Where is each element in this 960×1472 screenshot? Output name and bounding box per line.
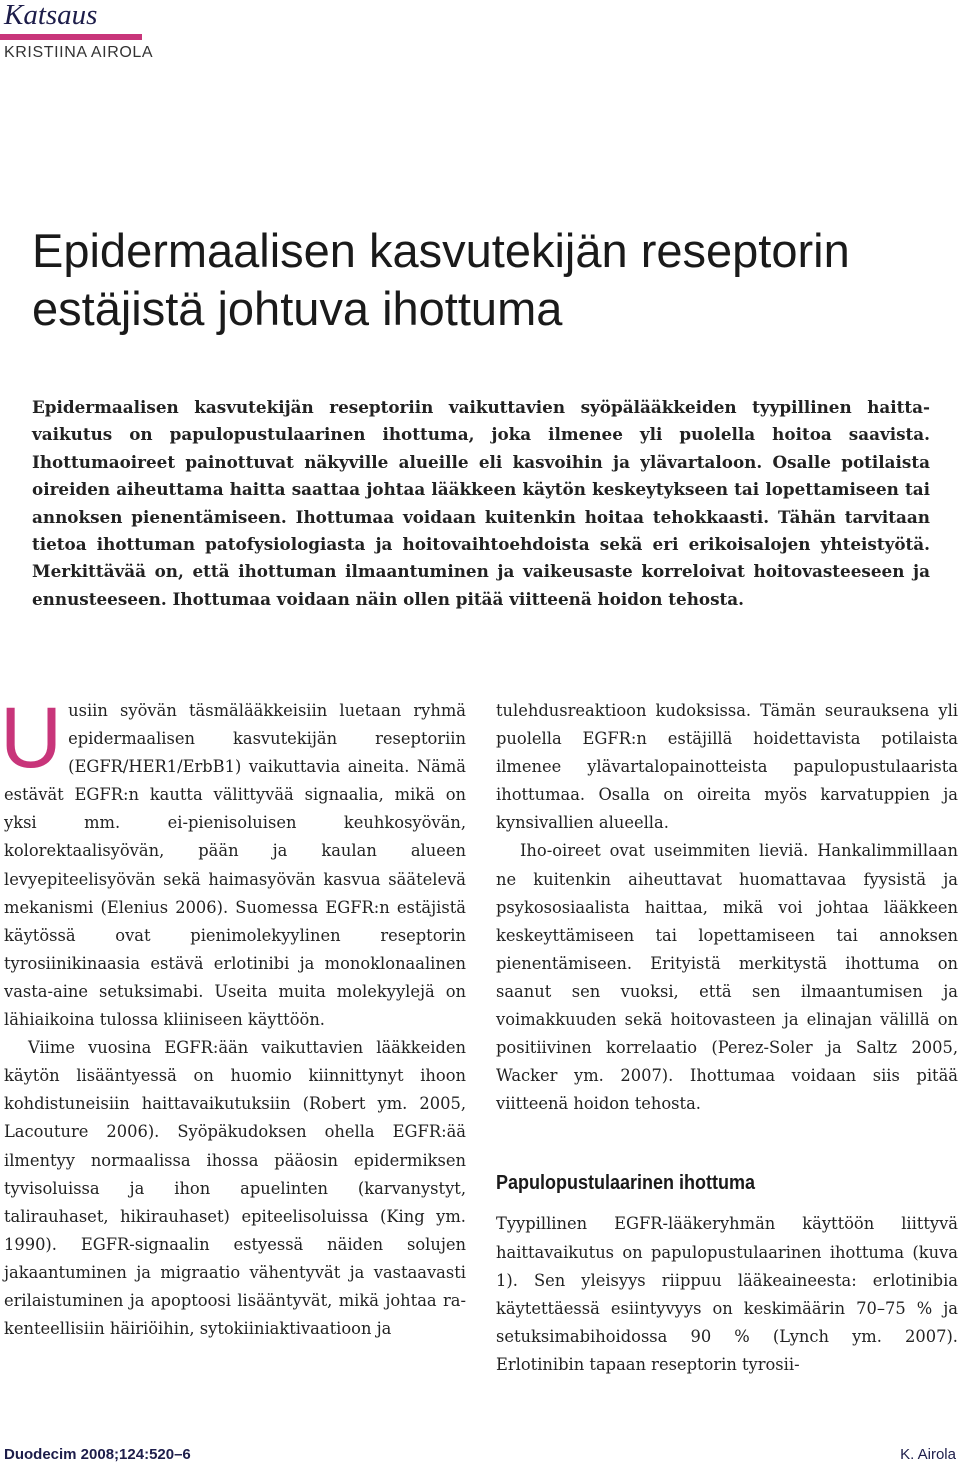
article-abstract: Epidermaalisen kasvutekijän reseptoriin vaikuttavien syöpälääkkeiden tyypillinen haittavaikutus on papulopustulaarinen ihottuma, joka ilmenee yli puolella hoitoa saavista. Ihottumaoireet painottuvat näkyville alueille eli kasvoihin ja ylävartaloon. Osalle potilaista oireiden aiheuttama haitta saattaa johtaa lääkkeen käytön keskeytykseen tai lopettamiseen tai annoksen pienentämiseen. Ihottumaa voidaan kuitenkin hoitaa tehokkaasti. Tähän tarvitaan tietoa ihottuman patofysiologiasta ja hoitovaihtoehdoista sekä eri erikoisalojen yhteistyötä. Merkittävää on, että ihottuman ilmaantuminen ja vaikeusaste korreloivat hoitovasteeseen ja ennusteeseen. Ihottumaa voidaan näin ollen pitää viitteenä hoidon tehosta. — [32, 397, 930, 609]
body-paragraph: Tyypillinen EGFR-lääkeryhmän käyttöön liittyvä haittavaikutus on papulopustulaarinen ihottuma (kuva 1). Sen yleisyys riippuu lääkeaineesta: erlotinibia käytettäessä esiintyvyys on keskimäärin 70–75 % ja setuksimabihoidossa 90 % (Lynch ym. 2007). Erlotinibin tapaan reseptorin tyrosii- — [496, 1214, 958, 1374]
section-subheading: Papulopustulaarinen ihottuma — [496, 1172, 756, 1195]
section-label: Katsaus — [4, 0, 98, 31]
body-paragraph: Iho-oireet ovat useimmiten lieviä. Hankalimmillaan ne kuitenkin aiheuttavat huomattavaa fyysistä ja psykososiaalista haittaa, mikä voi johtaa lääkkeen keskeyttämiseen tai lopettamiseen tai annoksen pienentämiseen. Erityistä merkitystä ihottuma on saanut sen vuoksi, että sen ilmaantumisen ja voimakkuuden sekä hoitovasteen ja elinajan välillä on positiivinen korrelaatio (Perez-Soler ja Saltz 2005, Wacker ym. 2007). Ihottumaa voidaan siis pitää viitteenä hoidon tehosta. — [496, 841, 958, 1114]
running-author: K. Airola — [900, 1446, 956, 1463]
body-paragraph: Viime vuosina EGFR:ään vaikuttavien lääkkeiden käytön lisääntyessä on huomio kiinnittynyt ihoon kohdistuneisiin haittavaikutuksiin (Robert ym. 2005, Lacouture 2006). Syöpäkudoksen ohella EGFR:ää ilmentyy normaalissa ihossa pääosin epidermiksen tyvisoluissa ja ihon apuelinten (karvanystyt, talirauhaset, hikirauhaset) epiteelisoluissa (King ym. 1990). EGFR-signaalin estyessä näiden solujen jakaantuminen ja migraatio vähentyvät ja vastaavasti erilaistuminen ja apoptoosi lisääntyvät, mikä johtaa rakenteellisiin häiriöihin, sytokiiniaktivaatioon ja — [4, 1038, 466, 1339]
section-accent-rule — [0, 34, 142, 40]
author-name: KRISTIINA AIROLA — [4, 44, 154, 61]
article-title: Epidermaalisen kasvutekijän reseptorin estäjistä johtuva ihottuma — [32, 224, 850, 335]
drop-cap: U — [0, 690, 63, 786]
body-paragraph: tulehdusreaktioon kudoksissa. Tämän seurauksena yli puolella EGFR:n estäjillä hoidettavista potilaista ilmenee ylävartalopainotteista papulopustulaarista ihottumaa. Osalla on oireita myös karvatuppien ja kynsivallien alueella. — [496, 701, 958, 833]
body-column-right — [496, 697, 958, 1379]
body-column-left — [0, 690, 466, 1343]
journal-citation: Duodecim 2008;124:520–6 — [4, 1446, 191, 1463]
body-paragraph: usiin syövän täsmälääkkeisiin luetaan ryhmä epidermaalisen kasvutekijän reseptoriin (EGFR/HER1/ErbB1) vaikuttavia aineita. Nämä estävät EGFR:n kautta välittyvää signaalia, mikä on yksi mm. ei-pienisoluisen keuhkosyövän, kolorektaalisyövän, pään ja kaulan alueen levyepiteelisyövän sekä haimasyövän kasvua säätelevä mekanismi (Elenius 2006). Suomessa EGFR:n estäjistä käytössä ovat pienimolekyylinen reseptorin tyrosiinikinaasia estävä erlotinibi ja monoklonaalinen vasta-aine setuksimabi. Useita muita molekyylejä on lähiaikoina tulossa kliiniseen käyttöön. — [4, 701, 466, 1030]
